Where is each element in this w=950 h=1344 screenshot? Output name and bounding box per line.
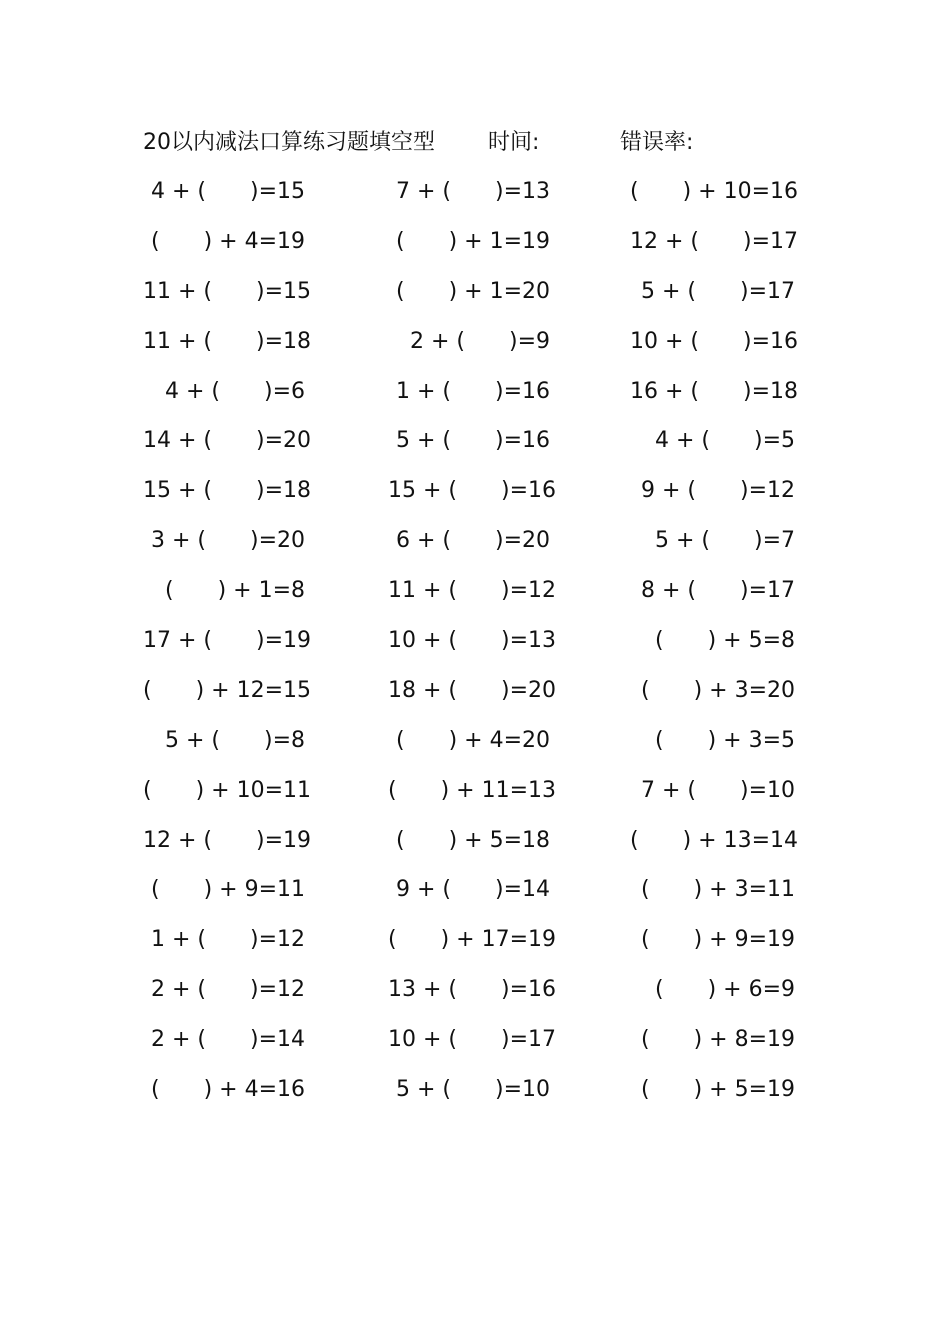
problem-item: ( ) + 9=19	[640, 927, 795, 953]
problem-item: 1 + ( )=16	[395, 378, 550, 404]
problem-item: 2 + ( )=14	[150, 1027, 305, 1053]
problem-row	[143, 721, 823, 771]
problem-item: 9 + ( )=14	[395, 877, 550, 903]
problem-row	[143, 222, 823, 272]
problem-item: 5 + ( )=16	[395, 428, 550, 454]
problem-row	[143, 920, 823, 970]
problem-row	[143, 322, 823, 372]
problem-row	[143, 272, 823, 322]
problem-item: ( ) + 1=8	[164, 578, 305, 604]
problem-item: ( ) + 12=15	[143, 677, 312, 703]
time-label: 时间:	[488, 130, 540, 155]
problem-item: ( ) + 4=16	[150, 1077, 305, 1103]
problem-item: ( ) + 3=20	[640, 677, 795, 703]
problem-item: ( ) + 4=19	[150, 228, 305, 254]
problem-item: 10 + ( )=16	[630, 328, 799, 354]
problem-item: 6 + ( )=20	[395, 528, 550, 554]
problem-item: ( ) + 11=13	[388, 777, 557, 803]
problem-item: ( ) + 10=16	[630, 179, 799, 204]
problem-item: 2 + ( )=12	[150, 977, 305, 1003]
problem-row	[143, 372, 823, 422]
problem-item: 7 + ( )=10	[640, 777, 795, 803]
problem-item: 4 + ( )=5	[654, 428, 795, 454]
problem-item: 5 + ( )=8	[164, 727, 305, 753]
problem-item: ( ) + 9=11	[150, 877, 305, 903]
problem-item: ( ) + 1=19	[395, 228, 550, 254]
problem-row	[143, 870, 823, 920]
problem-item: 7 + ( )=13	[395, 179, 550, 204]
problem-item: ( ) + 5=18	[395, 827, 550, 853]
problem-item: 3 + ( )=20	[150, 528, 305, 554]
problem-item: 15 + ( )=16	[388, 478, 557, 504]
problem-row	[143, 571, 823, 621]
problem-item: 11 + ( )=15	[143, 278, 312, 304]
problem-item: ( ) + 1=20	[395, 278, 550, 304]
problem-row	[143, 521, 823, 571]
problem-item: ( ) + 5=19	[640, 1077, 795, 1103]
problem-item: ( ) + 6=9	[654, 977, 795, 1003]
problem-item: 10 + ( )=17	[388, 1027, 557, 1053]
problem-item: 1 + ( )=12	[150, 927, 305, 953]
problem-item: 5 + ( )=17	[640, 278, 795, 304]
problem-row	[143, 671, 823, 721]
problem-item: 5 + ( )=7	[654, 528, 795, 554]
problem-item: 10 + ( )=13	[388, 628, 557, 654]
problem-row	[143, 172, 823, 222]
problem-item: 14 + ( )=20	[143, 428, 312, 454]
problem-row	[143, 970, 823, 1020]
problem-item: 4 + ( )=6	[164, 378, 305, 404]
problem-item: ( ) + 10=11	[143, 777, 312, 803]
problem-item: 9 + ( )=12	[640, 478, 795, 504]
problem-row	[143, 1070, 823, 1120]
worksheet-header	[143, 126, 823, 160]
problem-item: ( ) + 13=14	[630, 827, 799, 853]
problem-item: 13 + ( )=16	[388, 977, 557, 1003]
problem-item: ( ) + 4=20	[395, 727, 550, 753]
problem-item: 18 + ( )=20	[388, 677, 557, 703]
problem-row	[143, 471, 823, 521]
problem-item: ( ) + 5=8	[654, 628, 795, 654]
worksheet-title: 20以内减法口算练习题填空型	[143, 130, 435, 155]
problem-item: 11 + ( )=12	[388, 578, 557, 604]
problem-item: ( ) + 8=19	[640, 1027, 795, 1053]
problem-item: ( ) + 17=19	[388, 927, 557, 953]
problem-row	[143, 621, 823, 671]
problem-row	[143, 771, 823, 821]
problem-item: 12 + ( )=17	[630, 228, 799, 254]
problem-row	[143, 421, 823, 471]
problem-item: 2 + ( )=9	[409, 328, 550, 354]
problem-item: 15 + ( )=18	[143, 478, 312, 504]
problem-item: 11 + ( )=18	[143, 328, 312, 354]
problem-item: ( ) + 3=11	[640, 877, 795, 903]
problem-item: 12 + ( )=19	[143, 827, 312, 853]
problem-item: 4 + ( )=15	[150, 179, 305, 204]
error-rate-label: 错误率:	[620, 130, 694, 155]
problem-item: ( ) + 3=5	[654, 727, 795, 753]
problem-row	[143, 821, 823, 871]
problem-item: 5 + ( )=10	[395, 1077, 550, 1103]
problem-grid	[143, 172, 823, 1120]
problem-item: 17 + ( )=19	[143, 628, 312, 654]
problem-item: 16 + ( )=18	[630, 378, 799, 404]
problem-item: 8 + ( )=17	[640, 578, 795, 604]
problem-row	[143, 1020, 823, 1070]
